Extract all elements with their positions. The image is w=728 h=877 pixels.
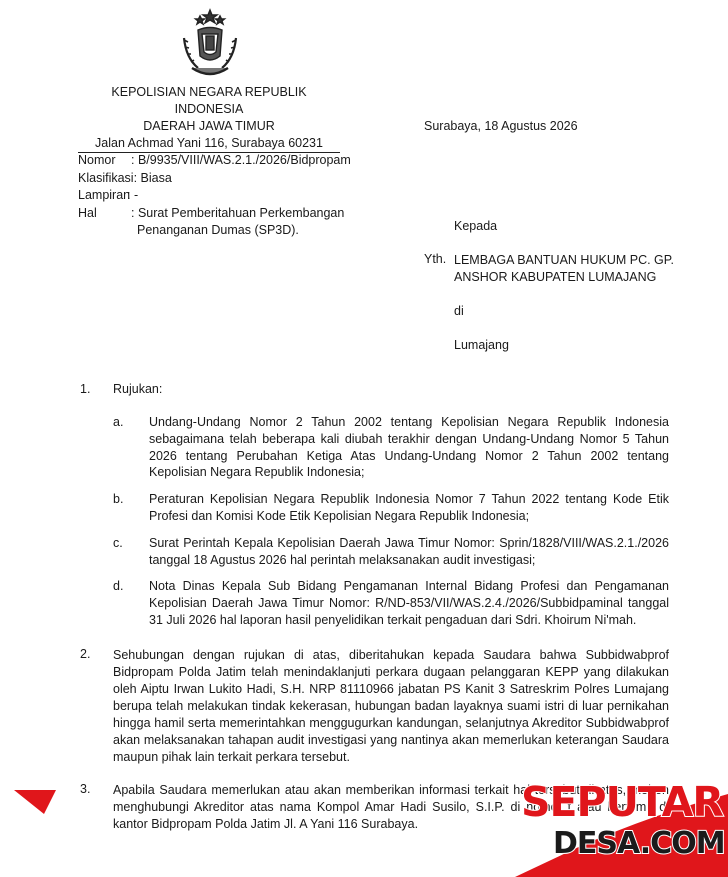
letterhead-address: Jalan Achmad Yani 116, Surabaya 60231 [78, 135, 340, 153]
reference-item-b [113, 491, 669, 525]
reference-letter: b. [113, 492, 124, 506]
reference-text: Peraturan Kepolisian Negara Republik Indonesia Nomor 7 Tahun 2022 tentang Kode Etik Profesi dan Komisi Kode Etik Kepolisian Negara Republik Indonesia; [149, 492, 669, 523]
recipient-name-line2: ANSHOR KABUPATEN LUMAJANG [454, 270, 657, 284]
section2-number: 2. [80, 647, 91, 661]
logo-text-seputar: SEPUTAR [521, 778, 723, 826]
lampiran-label: Lampiran [78, 188, 131, 202]
lampiran-value: : - [127, 188, 139, 202]
kepada-label: Kepada [454, 219, 498, 233]
police-crest-emblem [176, 8, 244, 80]
section1-number: 1. [80, 382, 91, 396]
reference-text: Surat Perintah Kepala Kepolisian Daerah Jawa Timur Nomor: Sprin/1828/VIII/WAS.2.1./2026 tanggal 18 Agustus 2026 hal perintah melaksanakan audit investigasi; [149, 536, 669, 567]
section2-text: Sehubungan dengan rujukan di atas, diberitahukan kepada Saudara bahwa Subbidwabprof Bidpropam Polda Jatim telah menindaklanjuti perkara dugaan pelanggaran KEPP yang dilakukan oleh Aiptu Irwan Lukito Hadi, S.H. NRP 81110966 jabatan PS Kanit 3 Satreskrim Polres Lumajang berupa telah melakukan tindak kekerasan, hubungan badan layaknya suami istri di luar pernikahan hingga hamil serta memerintahkan menggugurkan kandungan, selanjutnya Akreditor Subbidwabprof akan melaksanakan tahapan audit investigasi yang nantinya akan memerlukan keterangan Saudara maupun pihak lain terkait perkara tersebut. [113, 648, 669, 764]
letterhead [78, 84, 340, 153]
klasifikasi-label: Klasifikasi [78, 170, 134, 185]
reference-letter: d. [113, 579, 124, 593]
reference-item-d [113, 578, 669, 628]
red-arrow-icon [14, 790, 56, 814]
hal-label: Hal [78, 205, 97, 220]
letterhead-institution: KEPOLISIAN NEGARA REPUBLIK INDONESIA [111, 85, 307, 116]
section3-number: 3. [80, 782, 91, 796]
place-date: Surabaya, 18 Agustus 2026 [424, 119, 578, 133]
reference-text: Undang-Undang Nomor 2 Tahun 2002 tentang Kepolisian Negara Republik Indonesia sebagaimana telah beberapa kali diubah terakhir dengan Undang-Undang Nomor 5 Tahun 2026 tentang Perubahan Ketiga Atas Undang-Undang Nomor 2 Tahun 2002 tentang Kepolisian Negara Republik Indonesia; [149, 415, 669, 480]
di-label: di [454, 304, 464, 318]
section1-title: Rujukan: [113, 382, 163, 396]
recipient-name-line1: LEMBAGA BANTUAN HUKUM PC. GP. [454, 253, 674, 267]
yth-label: Yth. [424, 252, 447, 266]
hal-value-1: : Surat Pemberitahuan Perkembangan [131, 205, 345, 220]
letter-meta [78, 152, 351, 240]
reference-letter: c. [113, 536, 123, 550]
reference-text: Nota Dinas Kepala Sub Bidang Pengamanan Internal Bidang Profesi dan Pengamanan Kepolisian Daerah Jawa Timur Nomor: R/ND-853/VII/WAS.2.4./2026/Subbidpaminal tanggal 31 Juli 2026 hal laporan hasil penyelidikan terkait pengaduan dari Sdri. Khoirum Ni'mah. [149, 579, 669, 627]
reference-letter: a. [113, 415, 124, 429]
reference-item-c [113, 535, 669, 569]
nomor-value: : B/9935/VIII/WAS.2.1./2026/Bidpropam [131, 153, 351, 167]
section3-text: Apabila Saudara memerlukan atau akan memberikan informasi terkait hal tersebut di atas, mohon menghubungi Akreditor atas nama Kompol Amar Hadi Susilo, S.I.P. di nomor t atau bertemu di kantor Bidpropam Polda Jatim Jl. A Yani 116 Surabaya. [113, 783, 669, 831]
reference-item-a [113, 414, 669, 481]
seputardesa-logo [515, 774, 728, 877]
logo-text-desa: DESA.COM [553, 826, 725, 861]
klasifikasi-value: : Biasa [133, 170, 172, 185]
recipient-name [454, 252, 674, 286]
hal-value-2: Penanganan Dumas (SP3D). [137, 223, 299, 237]
letterhead-region: DAERAH JAWA TIMUR [143, 119, 275, 133]
nomor-label: Nomor [78, 153, 116, 167]
recipient-city: Lumajang [454, 338, 509, 352]
